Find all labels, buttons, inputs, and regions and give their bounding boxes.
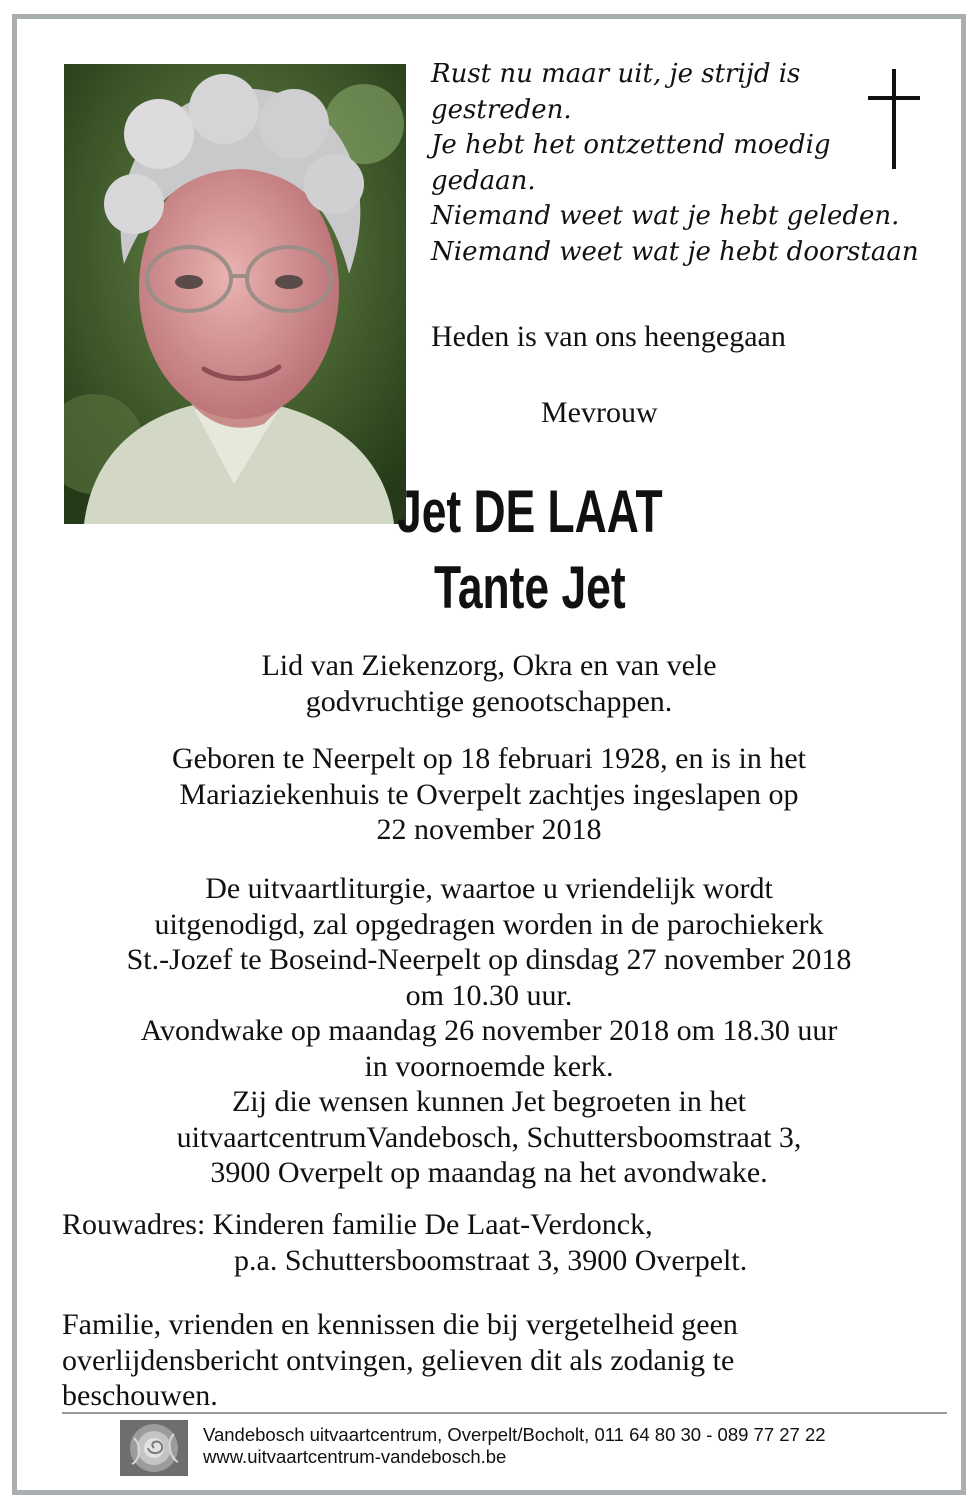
poem-line: Je hebt het ontzettend moedig <box>431 130 831 160</box>
membership-text <box>17 648 961 719</box>
poem-line: Niemand weet wat je hebt doorstaan <box>431 236 919 267</box>
portrait-photo <box>64 64 406 524</box>
family-note-line: Familie, vrienden en kennissen die bij vergetelheid geen <box>62 1308 738 1341</box>
funeral-line: uitvaartcentrumVandebosch, Schuttersboomstraat 3, <box>176 1120 802 1154</box>
poem-line: Rust nu maar uit, je strijd is <box>431 59 801 89</box>
birth-death-text <box>17 741 961 848</box>
cross-icon <box>865 69 925 169</box>
funeral-line: Avondwake op maandag 26 november 2018 om 18.30 uur <box>140 1014 838 1047</box>
mourning-address-line1: Rouwadres: Kinderen familie De Laat-Verdonck, <box>62 1208 653 1241</box>
footer-divider <box>62 1412 947 1414</box>
funeral-line: De uitvaartliturgie, waartoe u vriendelijk wordt <box>205 872 773 905</box>
funeral-line: om 10.30 uur. <box>405 978 573 1012</box>
intro-text: Heden is van ons heengegaan <box>431 320 786 353</box>
portrait-illustration <box>64 64 406 524</box>
funeral-line: uitgenodigd, zal opgedragen worden in de parochiekerk <box>154 907 824 941</box>
mourning-address-line2: p.a. Schuttersboomstraat 3, 3900 Overpelt. <box>234 1243 748 1277</box>
funeral-home-website[interactable]: www.uitvaartcentrum-vandebosch.be <box>203 1446 507 1467</box>
funeral-details <box>17 871 961 1191</box>
birth-death-line: 22 november 2018 <box>376 813 602 846</box>
mourning-address <box>62 1207 747 1278</box>
family-note <box>62 1307 738 1414</box>
birth-death-line: Mariaziekenhuis te Overpelt zachtjes ingeslapen op <box>179 777 799 811</box>
funeral-line: Zij die wensen kunnen Jet begroeten in het <box>231 1085 746 1118</box>
funeral-home-contact: Vandebosch uitvaartcentrum, Overpelt/Bocholt, 011 64 80 30 - 089 77 27 22 <box>203 1424 826 1445</box>
poem-line: gestreden. <box>431 94 572 125</box>
funeral-line: 3900 Overpelt op maandag na het avondwake. <box>210 1156 768 1189</box>
membership-line: Lid van Ziekenzorg, Okra en van vele <box>261 649 717 682</box>
poem-line: gedaan. <box>431 165 536 196</box>
deceased-nickname: Tante Jet <box>434 554 626 621</box>
poem-line: Niemand weet wat je hebt geleden. <box>431 201 900 231</box>
rose-logo <box>120 1420 188 1476</box>
deceased-name: Jet DE LAAT <box>397 478 663 545</box>
funeral-line: in voornoemde kerk. <box>364 1049 614 1083</box>
poem <box>431 57 919 270</box>
funeral-home-info <box>203 1424 826 1468</box>
membership-line: godvruchtige genootschappen. <box>305 684 673 718</box>
birth-death-line: Geboren te Neerpelt op 18 februari 1928, en is in het <box>172 742 806 775</box>
salutation: Mevrouw <box>541 396 658 429</box>
obituary-card <box>12 14 966 1495</box>
funeral-line: St.-Jozef te Boseind-Neerpelt op dinsdag 27 november 2018 <box>126 943 852 976</box>
family-note-line: beschouwen. <box>62 1379 218 1412</box>
family-note-line: overlijdensbericht ontvingen, gelieven dit als zodanig te <box>62 1343 735 1377</box>
